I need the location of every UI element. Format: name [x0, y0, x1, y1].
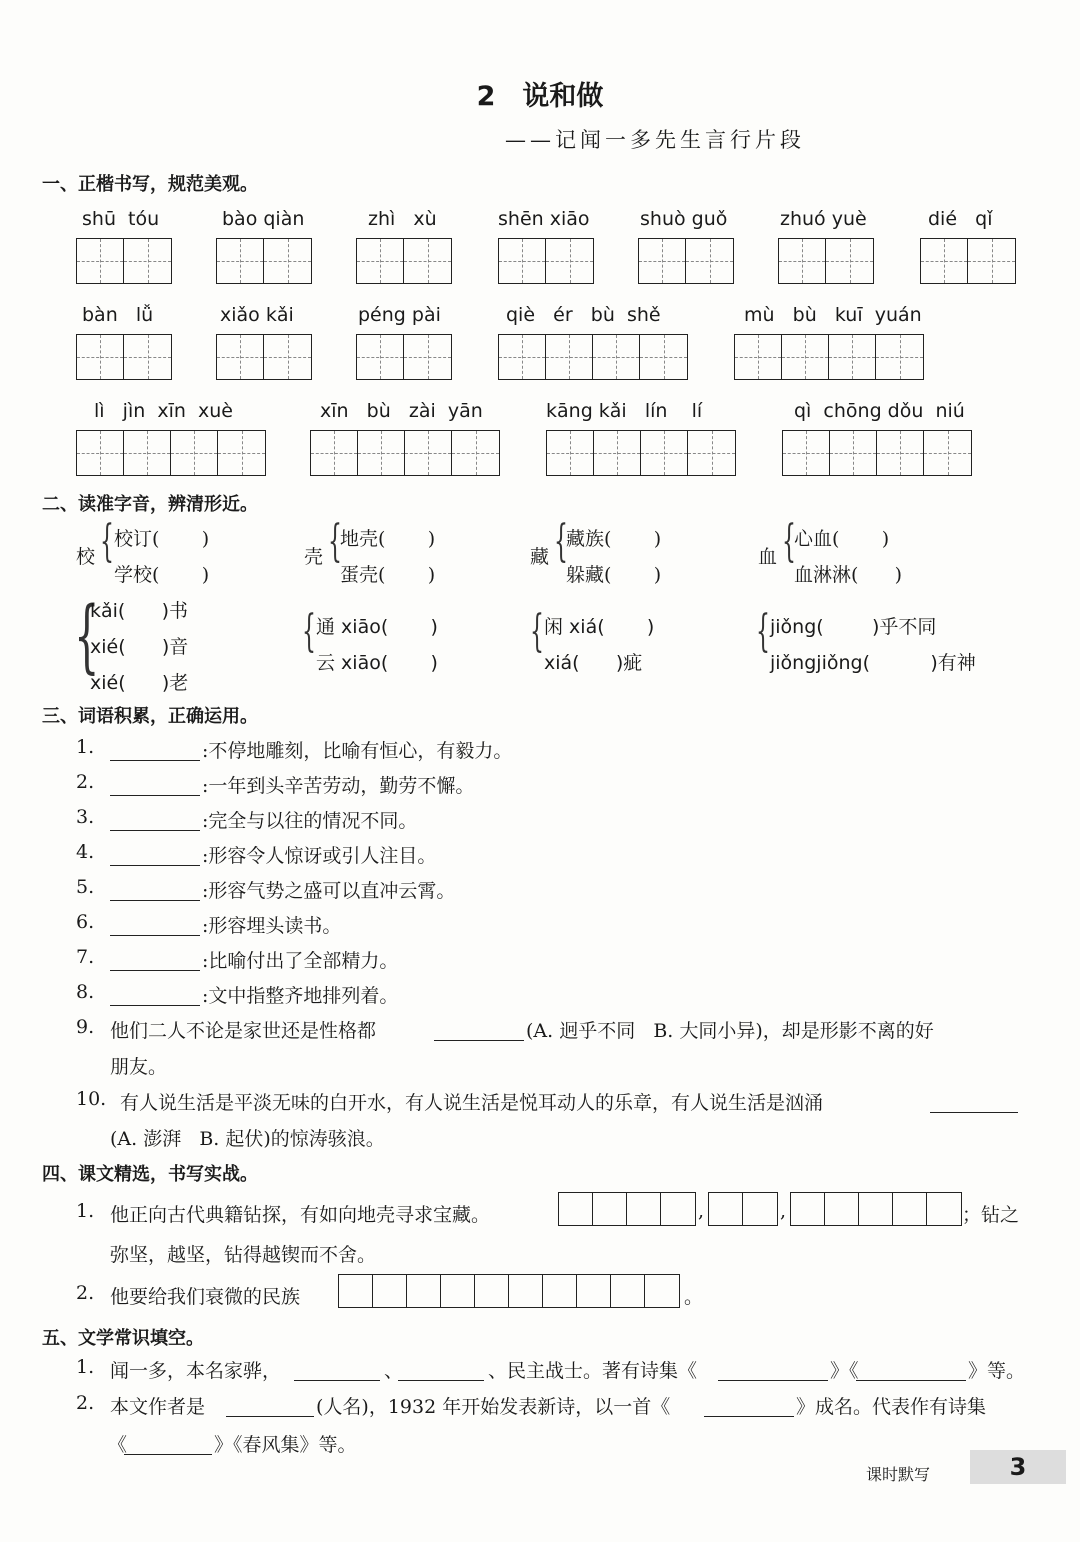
answer-blank[interactable]: [110, 950, 200, 971]
grid-cell[interactable]: [357, 335, 404, 379]
definition-text: :不停地雕刻，比喻有恒心，有毅力。: [202, 740, 513, 762]
answer-grid[interactable]: [708, 1192, 778, 1226]
writing-grid[interactable]: [216, 238, 312, 284]
grid-cell[interactable]: [77, 431, 124, 475]
pinyin-xie-lao: xié( )老: [90, 672, 189, 694]
writing-grid[interactable]: [782, 430, 972, 476]
grid-cell[interactable]: [124, 431, 171, 475]
question-1-text-tail: ；钻之: [962, 1204, 1020, 1226]
grid-cell[interactable]: [218, 431, 265, 475]
writing-grid[interactable]: [356, 334, 452, 380]
grid-cell[interactable]: [686, 239, 733, 283]
writing-grid[interactable]: [76, 334, 172, 380]
grid-cell[interactable]: [217, 239, 264, 283]
pinyin-label: péng pài: [358, 304, 441, 326]
text-segment: 、: [384, 1360, 404, 1382]
grid-cell[interactable]: [829, 335, 876, 379]
definition-text: :一年到头辛苦劳动，勤劳不懈。: [202, 775, 475, 797]
grid-cell[interactable]: [77, 335, 124, 379]
answer-blank[interactable]: [110, 985, 200, 1006]
pinyin-xie-yin: xié( )音: [90, 636, 189, 658]
grid-cell[interactable]: [264, 239, 311, 283]
question-10-options: (A. 澎湃 B. 起伏)的惊涛骇浪。: [110, 1128, 385, 1150]
pinyin-kai: kǎi( )书: [90, 600, 188, 622]
page-title: 2 说和做: [476, 81, 604, 112]
answer-blank[interactable]: [110, 740, 200, 761]
text-segment: 》成名。代表作有诗集: [796, 1396, 987, 1418]
definition-text: :形容令人惊讶或引人注目。: [202, 845, 437, 867]
answer-blank[interactable]: [398, 1360, 484, 1381]
grid-cell[interactable]: [641, 431, 688, 475]
answer-grid[interactable]: [790, 1192, 962, 1226]
grid-cell[interactable]: [357, 239, 404, 283]
question-number: 5.: [76, 876, 95, 898]
grid-cell[interactable]: [594, 431, 641, 475]
pinyin-label: kāng kǎi lín lí: [546, 400, 703, 422]
grid-cell[interactable]: [830, 431, 877, 475]
brace: {: [554, 516, 568, 567]
question-2-text-tail: 。: [684, 1286, 704, 1308]
answer-blank[interactable]: [110, 845, 200, 866]
word-xinxue: 心血( ): [794, 528, 890, 550]
grid-cell[interactable]: [640, 335, 687, 379]
question-1-text: 闻一多，本名家骅，: [110, 1360, 282, 1382]
section-5-heading: 五、文学常识填空。: [42, 1328, 204, 1349]
grid-cell[interactable]: [171, 431, 218, 475]
grid-cell[interactable]: [735, 335, 782, 379]
pinyin-label: bào qiàn: [222, 208, 305, 230]
section-3-heading: 三、词语积累，正确运用。: [42, 706, 258, 727]
word-jiongjiong: jiǒngjiǒng( )有神: [770, 652, 976, 674]
grid-cell[interactable]: [404, 335, 451, 379]
question-number: 2.: [76, 1392, 95, 1414]
writing-grid[interactable]: [356, 238, 452, 284]
answer-blank[interactable]: [704, 1396, 794, 1417]
writing-grid[interactable]: [498, 334, 688, 380]
brace: {: [782, 516, 796, 567]
text-segment: (人名)，1932 年开始发表新诗，以一首《: [316, 1396, 671, 1418]
question-9-text-cont: 朋友。: [110, 1056, 168, 1078]
question-number: 3.: [76, 806, 95, 828]
question-number: 2.: [76, 771, 95, 793]
answer-blank[interactable]: [124, 1434, 212, 1455]
pinyin-label: mù bù kuī yuán: [744, 304, 922, 326]
pinyin-label: xīn bù zài yān: [320, 400, 483, 422]
grid-cell[interactable]: [779, 239, 826, 283]
grid-cell[interactable]: [968, 239, 1015, 283]
section-2-heading: 二、读准字音，辨清形近。: [42, 494, 258, 515]
brace: {: [530, 606, 544, 657]
word-xuelinlin: 血淋淋( ): [794, 564, 903, 586]
word-xia-ci: xiá( )疵: [544, 652, 643, 674]
comma: ,: [698, 1200, 705, 1222]
comma: ,: [780, 1200, 787, 1222]
pinyin-label: shēn xiāo: [498, 208, 590, 230]
writing-grid[interactable]: [778, 238, 874, 284]
pinyin-label: lì jìn xīn xuè: [94, 400, 233, 422]
grid-cell[interactable]: [639, 239, 686, 283]
question-number: 1.: [76, 736, 95, 758]
answer-grid[interactable]: [558, 1192, 696, 1226]
writing-grid[interactable]: [498, 238, 594, 284]
pinyin-label: bàn lǚ: [82, 304, 154, 326]
brace: {: [302, 606, 316, 657]
page-number: 3: [970, 1450, 1066, 1484]
word-jiong-hu: jiǒng( )乎不同: [770, 616, 937, 638]
definition-text: :完全与以往的情况不同。: [202, 810, 418, 832]
pinyin-label: zhuó yuè: [780, 208, 867, 230]
pinyin-label: zhì xù: [368, 208, 437, 230]
grid-cell[interactable]: [404, 239, 451, 283]
question-number: 8.: [76, 981, 95, 1003]
brace: {: [100, 516, 114, 567]
answer-blank[interactable]: [930, 1092, 1018, 1113]
answer-blank[interactable]: [110, 810, 200, 831]
writing-grid[interactable]: [310, 430, 500, 476]
question-number: 4.: [76, 841, 95, 863]
answer-blank[interactable]: [856, 1360, 966, 1381]
answer-blank[interactable]: [226, 1396, 314, 1417]
grid-cell[interactable]: [782, 335, 829, 379]
word-diqiao: 地壳( ): [340, 528, 436, 550]
question-number: 2.: [76, 1282, 95, 1304]
group-char-xue: 血: [758, 546, 778, 568]
grid-cell[interactable]: [921, 239, 968, 283]
grid-cell[interactable]: [311, 431, 358, 475]
answer-blank[interactable]: [110, 775, 200, 796]
answer-blank[interactable]: [110, 915, 200, 936]
writing-grid[interactable]: [638, 238, 734, 284]
brace: {: [74, 589, 100, 682]
writing-grid[interactable]: [76, 430, 266, 476]
word-xuexiao: 学校( ): [114, 564, 210, 586]
grid-cell[interactable]: [124, 239, 171, 283]
pinyin-label: qiè ér bù shě: [506, 304, 661, 326]
writing-grid[interactable]: [216, 334, 312, 380]
grid-cell[interactable]: [546, 239, 593, 283]
section-1-heading: 一、正楷书写，规范美观。: [42, 174, 258, 195]
question-number: 9.: [76, 1016, 95, 1038]
grid-cell[interactable]: [499, 335, 546, 379]
pinyin-label: shū tóu: [82, 208, 160, 230]
question-number: 1.: [76, 1356, 95, 1378]
grid-cell[interactable]: [876, 335, 923, 379]
footer-label: 课时默写: [866, 1465, 931, 1484]
section-4-heading: 四、课文精选，书写实战。: [42, 1164, 258, 1185]
grid-cell[interactable]: [924, 431, 971, 475]
text-segment: 、民主战士。著有诗集《: [488, 1360, 698, 1382]
answer-blank[interactable]: [718, 1360, 828, 1381]
question-1-text: 他正向古代典籍钻探，有如向地壳寻求宝藏。: [110, 1204, 491, 1226]
word-danke: 蛋壳( ): [340, 564, 436, 586]
text-segment: 《: [108, 1434, 128, 1456]
text-segment: 》《: [830, 1360, 859, 1382]
question-number: 7.: [76, 946, 95, 968]
answer-blank[interactable]: [110, 880, 200, 901]
page-subtitle: ——记闻一多先生言行片段: [505, 128, 805, 152]
writing-grid[interactable]: [920, 238, 1016, 284]
question-number: 6.: [76, 911, 95, 933]
answer-blank[interactable]: [434, 1020, 524, 1041]
grid-cell[interactable]: [593, 335, 640, 379]
question-10-text: 有人说生活是平淡无味的白开水，有人说生活是悦耳动人的乐章，有人说生活是汹涌: [120, 1092, 824, 1114]
grid-cell[interactable]: [452, 431, 499, 475]
brace: {: [756, 606, 770, 657]
question-2-text: 他要给我们衰微的民族: [110, 1286, 301, 1308]
grid-cell[interactable]: [499, 239, 546, 283]
brace: {: [328, 516, 342, 567]
writing-grid[interactable]: [546, 430, 736, 476]
question-9-options: (A. 迥乎不同 B. 大同小异)，却是形影不离的好: [526, 1020, 934, 1042]
word-yun-xiao: 云 xiāo( ): [316, 652, 438, 674]
pinyin-label: dié qǐ: [928, 208, 993, 230]
grid-cell[interactable]: [77, 239, 124, 283]
word-zangzu: 藏族( ): [566, 528, 662, 550]
text-segment: 》等。: [968, 1360, 1026, 1382]
pinyin-label: shuò guǒ: [640, 208, 728, 230]
writing-grid[interactable]: [734, 334, 924, 380]
grid-cell[interactable]: [688, 431, 735, 475]
text-segment: 》《春风集》等。: [214, 1434, 357, 1456]
question-9-text: 他们二人不论是家世还是性格都: [110, 1020, 377, 1042]
writing-grid[interactable]: [76, 238, 172, 284]
grid-cell[interactable]: [783, 431, 830, 475]
question-1-text-cont: 弥坚，越坚，钻得越锲而不舍。: [110, 1244, 377, 1266]
pinyin-label: qì chōng dǒu niú: [794, 400, 965, 422]
group-char-ke: 壳: [304, 546, 324, 568]
question-number: 10.: [76, 1088, 107, 1110]
word-jiaoding: 校订( ): [114, 528, 210, 550]
grid-cell[interactable]: [547, 431, 594, 475]
grid-cell[interactable]: [217, 335, 264, 379]
definition-text: :文中指整齐地排列着。: [202, 985, 399, 1007]
grid-cell[interactable]: [264, 335, 311, 379]
group-char-xiao: 校: [76, 546, 96, 568]
question-number: 1.: [76, 1200, 95, 1222]
word-duocang: 躲藏( ): [566, 564, 662, 586]
definition-text: :形容埋头读书。: [202, 915, 342, 937]
pinyin-label: xiǎo kǎi: [220, 304, 294, 326]
question-2-text: 本文作者是: [110, 1396, 206, 1418]
grid-cell[interactable]: [124, 335, 171, 379]
grid-cell[interactable]: [358, 431, 405, 475]
grid-cell[interactable]: [826, 239, 873, 283]
grid-cell[interactable]: [546, 335, 593, 379]
word-tong-xiao: 通 xiāo( ): [316, 616, 438, 638]
grid-cell[interactable]: [405, 431, 452, 475]
group-char-cang: 藏: [530, 546, 550, 568]
grid-cell[interactable]: [877, 431, 924, 475]
answer-grid[interactable]: [338, 1274, 680, 1308]
word-xian-xia: 闲 xiá( ): [544, 616, 655, 638]
definition-text: :形容气势之盛可以直冲云霄。: [202, 880, 456, 902]
answer-blank[interactable]: [294, 1360, 380, 1381]
definition-text: :比喻付出了全部精力。: [202, 950, 399, 972]
